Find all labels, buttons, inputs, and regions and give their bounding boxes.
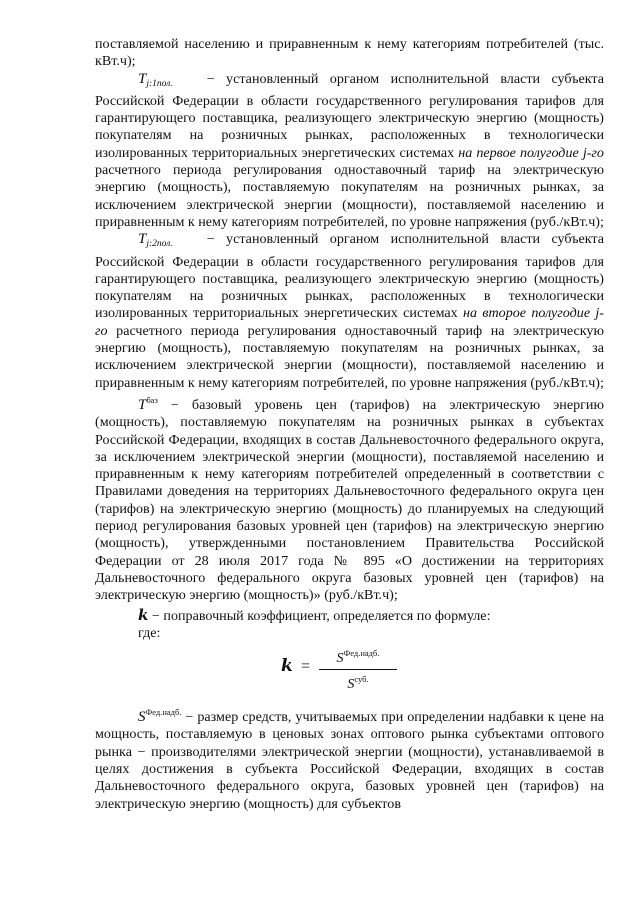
definition-body: Российской Федерации в области государственного регулирования тарифов для гарантирующего поставщика, реализующего электрическую энергию (мощность) покупателям на розничных рынках, расположенных в технологически изолированных территориальных энергетических системах: [95, 92, 604, 161]
definition-body: − размер средств, учитываемых при определении надбавки к цене на мощность, поставляемую в ценовых зонах оптового рынка субъектами оптового рынка − производителями электрической энергии (мощности), устанавливаемой в целях достижения в субъекта Российской Федерации, входящих в состав Дальневосточного федерального округа, базовых уровней цен (тарифов) на электрическую энергию (мощность) для субъектов: [95, 709, 604, 812]
definition-lead: − установленный органом исполнительной власти субъекта: [206, 70, 604, 87]
symbol-tbase: $T^{баз}$: [138, 394, 158, 413]
definition-lead: − установленный органом исполнительной власти субъекта: [206, 231, 604, 248]
formula-fraction: [319, 645, 397, 693]
definition-emphasis: на первое полугодие j-го: [458, 144, 604, 161]
where-label: где:: [138, 624, 161, 641]
fraction-bar: [319, 669, 397, 670]
formula-k: [95, 645, 604, 693]
definition-body: − поправочный коэффициент, определяется по формуле:: [148, 607, 491, 624]
formula-equals: =: [301, 658, 311, 676]
symbol-t2: $T_{j:2пол.}$: [138, 231, 173, 250]
definition-body: расчетного периода регулирования одноставочный тариф на электрическую энергию (мощность), поставляемую покупателям на розничных рынках, за исключением электрической энергии (мощности), поставляемой населению и приравненным к нему категориям потребителей, по уровне напряжения (руб./кВт.ч);: [95, 162, 604, 230]
definition-emphasis: на второе полугодие j-го: [95, 305, 604, 339]
text-line: поставляемой населению и приравненным к нему категориям потребителей: [95, 36, 568, 52]
paragraph-sfed: [95, 704, 604, 813]
definition-body: − базовый уровень цен (тарифов) на электрическую энергию (мощность), поставляемую покупателям на розничных рынках в субъектах Российской Федерации, входящих в состав Дальневосточного федерального округа, за исключением электрической энергии (мощности), поставляемой населению и приравненным к нему категориям потребителей определенный в соответствии с Правилами доведения на территориях Дальневосточного федерального округа цен (тарифов) на электрическую энергию (мощность) до планируемых на следующий период регулирования базовых уровней цен (тарифов) на электрическую энергию (мощность), утвержденными постановлением Правительства Российской Федерации от 28 июля 2017 года № 895 «О достижении на территориях Дальневосточного федерального округа базовых уровней цен (тарифов) на электрическую энергию (мощность)» (руб./кВт.ч);: [95, 396, 604, 604]
paragraph-t2: [95, 231, 604, 392]
paragraph-t1: [95, 71, 604, 232]
document-page: [95, 36, 604, 813]
symbol-k: k: [138, 605, 149, 624]
formula-denominator: $S^{суб.}$: [347, 674, 369, 693]
definition-body: Российской Федерации в области государственного регулирования тарифов для гарантирующего поставщика, реализующего электрическую энергию (мощность) покупателям на розничных рынках, расположенных в технологически изолированных территориальных энергетических системах: [95, 253, 604, 322]
symbol-sfed: $S^{Фед.надб.}$: [138, 707, 182, 726]
paragraph-continuation: [95, 36, 604, 71]
definition-body: расчетного периода регулирования одноставочный тариф на электрическую энергию (мощность), поставляемую покупателям на розничных рынках, за исключением электрической энергии (мощности), поставляемой населению и приравненным к нему категориям потребителей, по уровне напряжения (руб./кВт.ч);: [95, 322, 604, 391]
paragraph-tbase: [95, 392, 604, 605]
formula-numerator: $S^{Фед.надб.}$: [336, 648, 380, 667]
formula-lhs: k: [281, 656, 293, 677]
paragraph-k: [95, 607, 604, 625]
symbol-t1: $T_{j:1пол.}$: [138, 70, 173, 89]
text-line: (тыс. кВт.ч);: [95, 36, 604, 70]
paragraph-where: [95, 625, 604, 642]
